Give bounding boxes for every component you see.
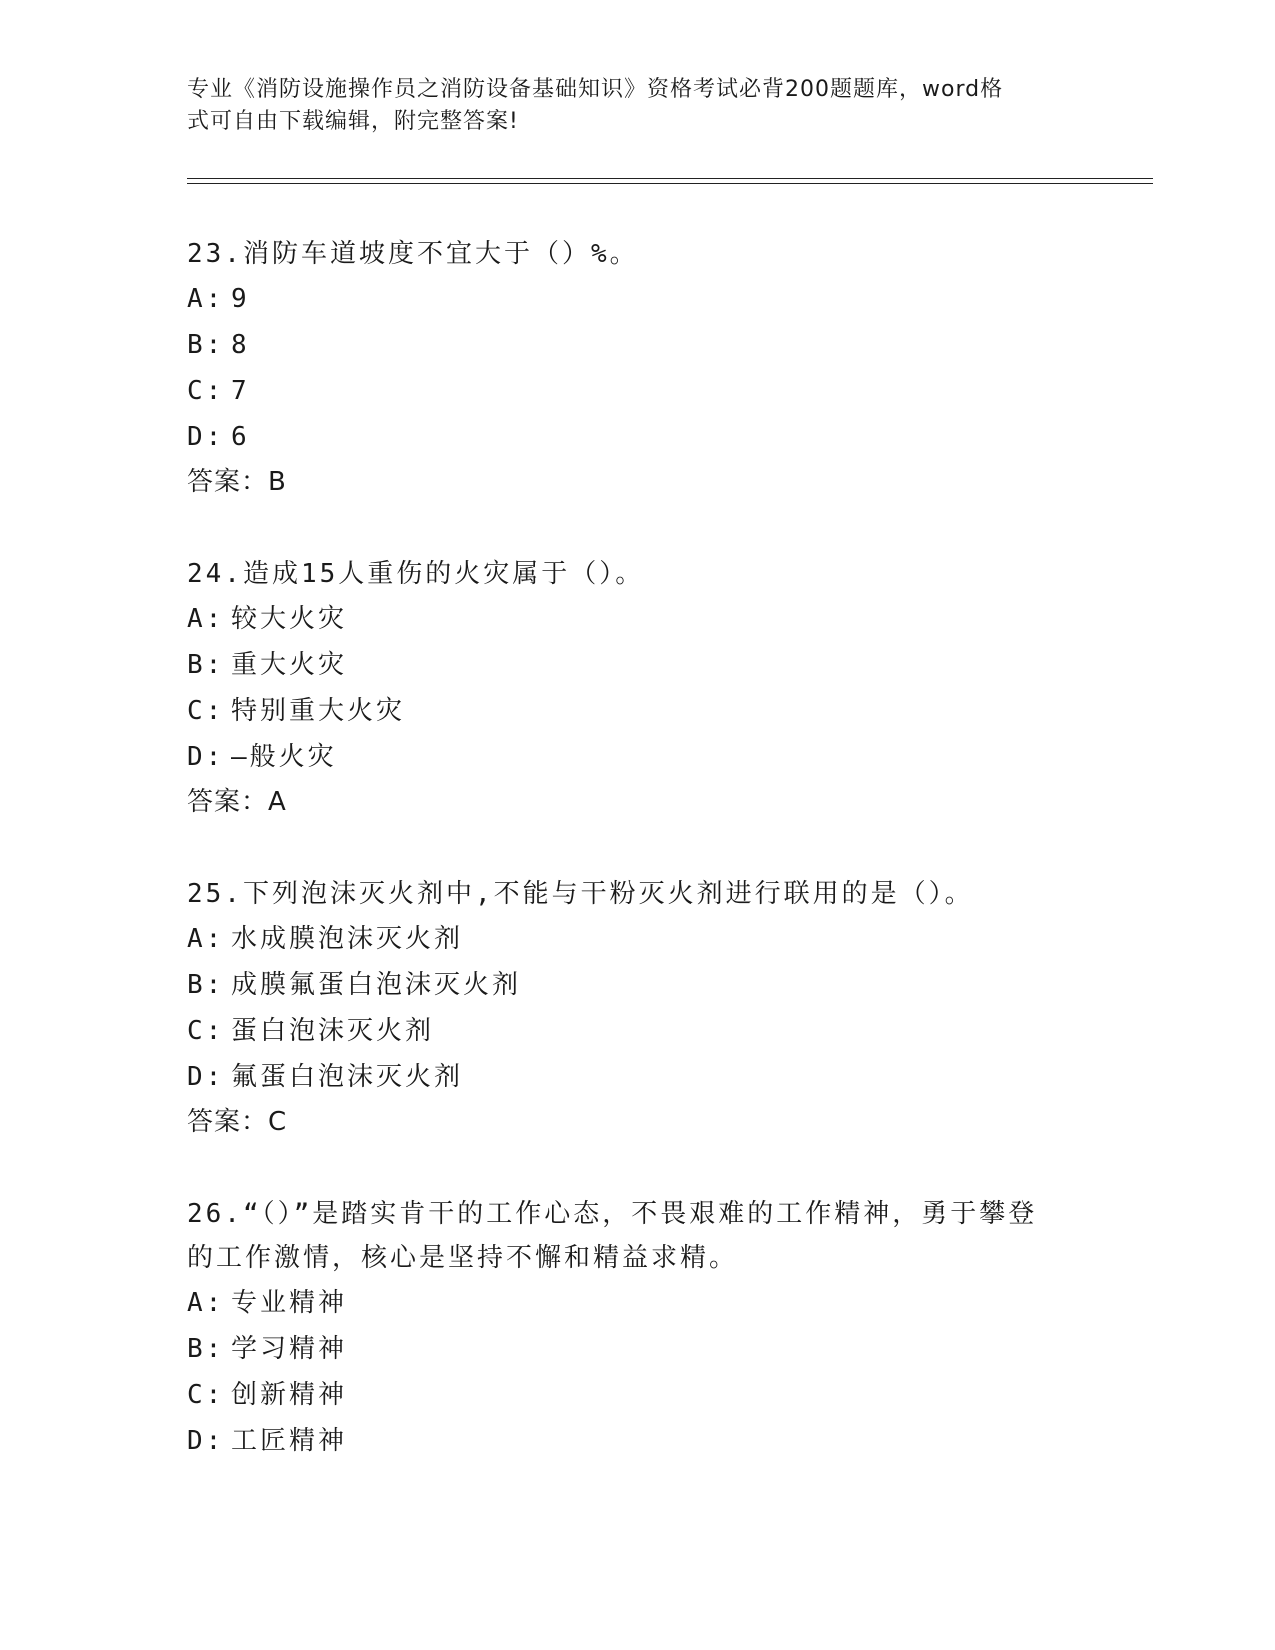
option-label: B: <box>187 970 225 1000</box>
option-d <box>187 1054 1087 1100</box>
option-label: C: <box>187 1380 225 1410</box>
option-text: 7 <box>231 376 250 406</box>
option-text: 6 <box>231 422 250 452</box>
option-text: —般火灾 <box>231 742 337 772</box>
option-b <box>187 322 1087 368</box>
option-text: 学习精神 <box>231 1334 348 1364</box>
option-text: 8 <box>231 330 250 360</box>
option-label: D: <box>187 1426 225 1456</box>
option-text: 9 <box>231 284 250 314</box>
question-stem: 24.造成15人重伤的火灾属于（）。 <box>187 559 645 589</box>
option-c <box>187 368 1087 414</box>
option-label: C: <box>187 696 225 726</box>
answer-text: 答案：B <box>187 467 287 497</box>
header-divider-bottom <box>187 183 1153 184</box>
answer-text: 答案：A <box>187 787 287 817</box>
option-text: 工匠精神 <box>231 1426 348 1456</box>
option-d <box>187 734 1087 780</box>
option-label: C: <box>187 376 225 406</box>
option-a <box>187 1280 1087 1326</box>
option-b <box>187 962 1087 1008</box>
option-text: 重大火灾 <box>231 650 348 680</box>
option-text: 成膜氟蛋白泡沫灭火剂 <box>231 970 522 1000</box>
question-stem-line-2: 的工作激情，核心是坚持不懈和精益求精。 <box>187 1243 739 1273</box>
option-label: D: <box>187 1062 225 1092</box>
document-header <box>187 74 1067 138</box>
option-d <box>187 1418 1087 1464</box>
option-label: D: <box>187 742 225 772</box>
option-text: 氟蛋白泡沫灭火剂 <box>231 1062 464 1092</box>
option-text: 水成膜泡沫灭火剂 <box>231 924 464 954</box>
option-label: A: <box>187 604 225 634</box>
option-label: C: <box>187 1016 225 1046</box>
option-label: A: <box>187 924 225 954</box>
question-25 <box>187 872 1087 1144</box>
question-stem-line-1: 26.“（）”是踏实肯干的工作心态，不畏艰难的工作精神，勇于攀登 <box>187 1199 1038 1229</box>
option-c <box>187 688 1087 734</box>
option-a <box>187 276 1087 322</box>
header-divider-top <box>187 178 1153 179</box>
question-26 <box>187 1192 1087 1464</box>
option-a <box>187 596 1087 642</box>
header-line-2: 式可自由下载编辑，附完整答案! <box>187 109 519 134</box>
option-label: A: <box>187 284 225 314</box>
header-line-1: 专业《消防设施操作员之消防设备基础知识》资格考试必背200题题库，word格 <box>187 77 1004 102</box>
option-label: B: <box>187 650 225 680</box>
question-24 <box>187 552 1087 824</box>
question-stem: 23.消防车道坡度不宜大于（）%。 <box>187 239 639 269</box>
option-text: 特别重大火灾 <box>231 696 406 726</box>
question-23 <box>187 232 1087 504</box>
option-text: 较大火灾 <box>231 604 348 634</box>
option-d <box>187 414 1087 460</box>
option-text: 蛋白泡沫灭火剂 <box>231 1016 435 1046</box>
option-label: B: <box>187 1334 225 1364</box>
option-c <box>187 1372 1087 1418</box>
option-label: A: <box>187 1288 225 1318</box>
option-b <box>187 1326 1087 1372</box>
option-label: D: <box>187 422 225 452</box>
option-label: B: <box>187 330 225 360</box>
option-a <box>187 916 1087 962</box>
option-b <box>187 642 1087 688</box>
question-stem: 25.下列泡沫灭火剂中,不能与干粉灭火剂进行联用的是（）。 <box>187 879 974 909</box>
option-text: 专业精神 <box>231 1288 348 1318</box>
option-text: 创新精神 <box>231 1380 348 1410</box>
option-c <box>187 1008 1087 1054</box>
answer-text: 答案：C <box>187 1107 288 1137</box>
